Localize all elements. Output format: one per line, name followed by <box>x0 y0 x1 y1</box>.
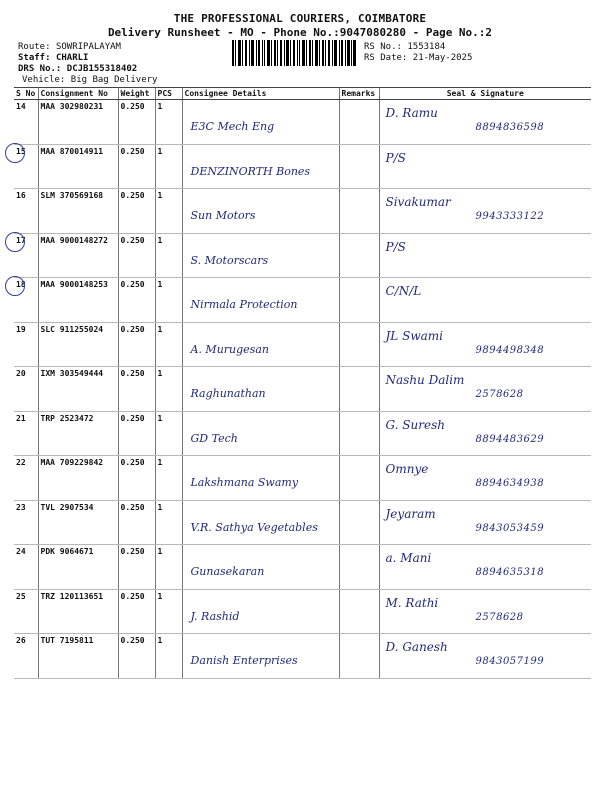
staff-label: Staff: <box>18 53 51 63</box>
seal-signature <box>379 545 591 590</box>
table-row <box>14 367 591 412</box>
consignee-name: J. Rashid <box>190 609 240 623</box>
consignee-details <box>182 589 339 634</box>
consignee-details <box>182 322 339 367</box>
weight: 0.250 <box>118 100 155 145</box>
signature-text: Nashu Dalim <box>385 373 465 387</box>
consignee-name: DENZINORTH Bones <box>190 164 311 178</box>
signature-text: Omnye <box>385 462 429 476</box>
sno-value: 26 <box>16 636 26 645</box>
consignee-name: V.R. Sathya Vegetables <box>190 520 318 534</box>
signature-text: a. Mani <box>385 551 432 565</box>
table-row <box>14 545 591 590</box>
consignee-name: Gunasekaran <box>190 565 265 578</box>
sno-value: 25 <box>16 591 26 601</box>
drs-value: DCJB155318402 <box>66 64 138 74</box>
vehicle-line <box>22 75 157 86</box>
remarks <box>339 233 379 278</box>
row-sno <box>14 233 38 278</box>
consignee-details <box>182 100 339 145</box>
seal-signature <box>379 144 591 189</box>
weight: 0.250 <box>118 634 155 679</box>
consignee-details <box>182 144 339 189</box>
consignment-no: MAA 9000148272 <box>38 233 118 278</box>
rs-no-label: RS No.: <box>364 42 402 52</box>
sno-value: 22 <box>16 458 26 467</box>
consignment-no: TUT 7195811 <box>38 634 118 679</box>
pcs: 1 <box>155 634 182 679</box>
row-sno <box>14 100 38 145</box>
consignment-no: PDK 9064671 <box>38 545 118 590</box>
remarks <box>339 367 379 412</box>
pcs: 1 <box>155 367 182 412</box>
sno-value: 20 <box>16 369 26 378</box>
consignee-details <box>182 500 339 545</box>
report-title: THE PROFESSIONAL COURIERS, COIMBATORE <box>173 12 427 25</box>
route-label: Route: <box>18 42 51 52</box>
report-subtitle: Delivery Runsheet - MO - Phone No.:9047080280 - Page No.:2 <box>107 26 493 39</box>
seal-signature <box>379 189 591 234</box>
remarks <box>339 500 379 545</box>
table-row <box>14 456 591 501</box>
weight: 0.250 <box>118 322 155 367</box>
col-weight: Weight <box>118 88 155 100</box>
vehicle-value: Big Bag Delivery <box>70 75 158 85</box>
consignee-name: GD Tech <box>190 431 238 445</box>
pcs: 1 <box>155 278 182 323</box>
consignee-details <box>182 634 339 679</box>
pcs: 1 <box>155 411 182 456</box>
signature-text: D. Ganesh <box>385 640 448 654</box>
pcs: 1 <box>155 233 182 278</box>
pcs: 1 <box>155 100 182 145</box>
signature-phone: 8894635318 <box>475 567 545 578</box>
consignee-name: Nirmala Protection <box>190 298 298 311</box>
sno-value: 19 <box>16 324 26 334</box>
signature-phone: 9894498348 <box>475 344 545 356</box>
sno-value: 23 <box>16 502 26 512</box>
rs-date-value: 21-May-2025 <box>412 53 473 63</box>
drs-label: DRS No.: <box>18 64 62 74</box>
signature-text: Sivakumar <box>385 195 451 209</box>
pcs: 1 <box>155 456 182 501</box>
signature-phone: 2578628 <box>475 389 524 400</box>
signature-phone: 9843053459 <box>475 522 545 534</box>
signature-text: P/S <box>385 239 406 254</box>
table-row <box>14 411 591 456</box>
sno-value: 14 <box>16 102 26 111</box>
remarks <box>339 589 379 634</box>
col-consignment: Consignment No <box>38 88 118 100</box>
remarks <box>339 411 379 456</box>
signature-text: D. Ramu <box>385 106 438 120</box>
consignment-no: IXM 303549444 <box>38 367 118 412</box>
col-pcs: PCS <box>155 88 182 100</box>
row-sno <box>14 411 38 456</box>
consignee-details <box>182 233 339 278</box>
row-sno <box>14 500 38 545</box>
table-row <box>14 634 591 679</box>
col-sno: S No <box>14 88 38 100</box>
seal-signature <box>379 233 591 278</box>
route-value: SOWRIPALAYAM <box>55 42 121 52</box>
row-sno <box>14 634 38 679</box>
rs-date-line <box>364 53 472 64</box>
seal-signature <box>379 100 591 145</box>
consignment-no: TRP 2523472 <box>38 411 118 456</box>
table-row <box>14 189 591 234</box>
pcs: 1 <box>155 589 182 634</box>
table-row <box>14 322 591 367</box>
row-sno <box>14 589 38 634</box>
signature-text: G. Suresh <box>385 417 445 432</box>
signature-text: P/S <box>385 150 406 165</box>
weight: 0.250 <box>118 233 155 278</box>
runsheet-table <box>14 87 591 679</box>
sno-value: 17 <box>16 235 26 245</box>
weight: 0.250 <box>118 456 155 501</box>
consignee-details <box>182 367 339 412</box>
signature-phone: 9943333122 <box>475 211 545 222</box>
staff-line <box>18 53 88 64</box>
table-row <box>14 233 591 278</box>
consignee-details <box>182 278 339 323</box>
seal-signature <box>379 411 591 456</box>
weight: 0.250 <box>118 500 155 545</box>
col-signature: Seal & Signature <box>379 88 591 100</box>
signature-phone: 9843057199 <box>475 656 545 667</box>
row-sno <box>14 545 38 590</box>
seal-signature <box>379 500 591 545</box>
seal-signature <box>379 367 591 412</box>
weight: 0.250 <box>118 589 155 634</box>
rs-date-label: RS Date: <box>364 53 408 63</box>
consignment-no: MAA 302980231 <box>38 100 118 145</box>
drs-line <box>18 64 137 75</box>
signature-phone: 8894836598 <box>475 122 545 133</box>
signature-phone: 8894483629 <box>475 433 545 445</box>
consignee-name: Danish Enterprises <box>190 654 298 667</box>
sno-value: 16 <box>16 191 26 200</box>
signature-phone: 8894634938 <box>475 478 545 489</box>
sno-value: 18 <box>16 280 26 289</box>
consignment-no: SLM 370569168 <box>38 189 118 234</box>
sno-value: 21 <box>16 413 26 423</box>
table-row <box>14 144 591 189</box>
signature-phone: 2578628 <box>475 611 524 623</box>
row-sno <box>14 189 38 234</box>
remarks <box>339 456 379 501</box>
signature-text: C/N/L <box>385 284 422 298</box>
consignee-name: Lakshmana Swamy <box>190 476 299 489</box>
consignee-name: Sun Motors <box>190 209 256 222</box>
weight: 0.250 <box>118 278 155 323</box>
row-sno <box>14 322 38 367</box>
route-line <box>18 42 121 53</box>
rs-no-value: 1553184 <box>407 42 446 52</box>
weight: 0.250 <box>118 189 155 234</box>
rs-no-line <box>364 42 445 53</box>
signature-text: JL Swami <box>385 328 443 343</box>
weight: 0.250 <box>118 411 155 456</box>
seal-signature <box>379 322 591 367</box>
remarks <box>339 545 379 590</box>
sno-value: 15 <box>16 146 26 156</box>
barcode <box>232 40 356 66</box>
consignee-name: A. Murugesan <box>190 342 269 356</box>
remarks <box>339 189 379 234</box>
signature-text: M. Rathi <box>385 595 439 610</box>
table-row <box>14 278 591 323</box>
row-sno <box>14 367 38 412</box>
remarks <box>339 634 379 679</box>
consignee-name: E3C Mech Eng <box>190 120 275 133</box>
consignee-details <box>182 189 339 234</box>
pcs: 1 <box>155 500 182 545</box>
vehicle-label: Vehicle: <box>22 75 66 85</box>
weight: 0.250 <box>118 545 155 590</box>
consignment-no: TVL 2907534 <box>38 500 118 545</box>
row-sno <box>14 144 38 189</box>
row-sno <box>14 278 38 323</box>
seal-signature <box>379 634 591 679</box>
remarks <box>339 322 379 367</box>
consignee-name: S. Motorscars <box>190 253 269 267</box>
pcs: 1 <box>155 545 182 590</box>
seal-signature <box>379 589 591 634</box>
col-consignee: Consignee Details <box>182 88 339 100</box>
pcs: 1 <box>155 189 182 234</box>
consignment-no: MAA 709229842 <box>38 456 118 501</box>
consignment-no: SLC 911255024 <box>38 322 118 367</box>
remarks <box>339 144 379 189</box>
weight: 0.250 <box>118 367 155 412</box>
consignee-details <box>182 411 339 456</box>
consignee-details <box>182 456 339 501</box>
remarks <box>339 278 379 323</box>
consignment-no: TRZ 120113651 <box>38 589 118 634</box>
sno-value: 24 <box>16 547 26 556</box>
table-header-row <box>14 88 591 100</box>
consignment-no: MAA 870014911 <box>38 144 118 189</box>
pcs: 1 <box>155 144 182 189</box>
seal-signature <box>379 278 591 323</box>
staff-value: CHARLI <box>55 53 89 63</box>
table-row <box>14 589 591 634</box>
weight: 0.250 <box>118 144 155 189</box>
remarks <box>339 100 379 145</box>
signature-text: Jeyaram <box>385 506 436 521</box>
consignee-name: Raghunathan <box>190 387 266 400</box>
table-row <box>14 500 591 545</box>
pcs: 1 <box>155 322 182 367</box>
consignment-no: MAA 9000148253 <box>38 278 118 323</box>
col-remarks: Remarks <box>339 88 379 100</box>
table-row <box>14 100 591 145</box>
seal-signature <box>379 456 591 501</box>
row-sno <box>14 456 38 501</box>
consignee-details <box>182 545 339 590</box>
